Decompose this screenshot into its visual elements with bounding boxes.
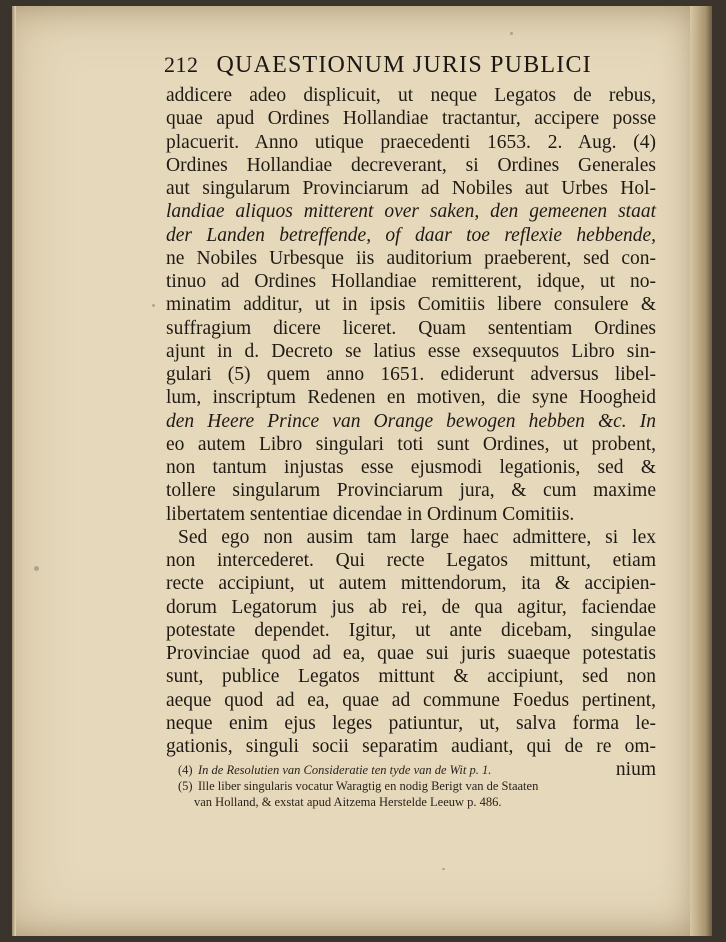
running-head bbox=[164, 52, 634, 88]
page-left-edge bbox=[12, 6, 16, 936]
text-line: addicere adeo displicuit, ut neque Legatos de rebus, bbox=[166, 85, 656, 106]
text-line: aeque quod ad ea, quae ad commune Foedus pertinent, bbox=[166, 689, 656, 711]
page-number: 212 bbox=[164, 52, 199, 77]
text-line: libertatem sententiae dicendae in Ordinum Comitiis. bbox=[166, 503, 575, 525]
text-line: tinuo ad Ordines Hollandiae remitterent, idque, ut no- bbox=[166, 271, 656, 292]
footnote-mark: (5) bbox=[178, 779, 193, 793]
footnote-mark: (4) bbox=[178, 763, 193, 777]
text-line: sunt, publice Legatos mittunt & accipiunt, sed non bbox=[166, 666, 656, 688]
text-line: den Heere Prince van Orange bewogen hebben &c. In bbox=[166, 410, 656, 432]
text-line: Provinciae quod ad ea, quae sui juris suaeque potestatis bbox=[166, 643, 656, 664]
text-line: neque enim ejus leges patiuntur, ut, salva forma le- bbox=[166, 712, 656, 734]
catchword: nium bbox=[615, 759, 656, 781]
footnote bbox=[178, 762, 658, 778]
page-gutter-shadow bbox=[690, 6, 712, 936]
text-line: landiae aliquos mitterent over saken, den gemeenen staat bbox=[166, 201, 656, 223]
text-line: quae apud Ordines Hollandiae tractantur, accipere posse bbox=[166, 108, 656, 130]
footnote-text: Ille liber singularis vocatur Waragtig en nodig Berigt van de Staaten bbox=[198, 779, 539, 793]
paper-speck bbox=[152, 304, 155, 307]
footnote bbox=[178, 778, 658, 794]
text-line: ajunt in d. Decreto se latius esse exsequutos Libro sin- bbox=[166, 340, 656, 362]
text-line: potestate dependet. Igitur, ut ante dicebam, singulae bbox=[166, 619, 656, 641]
footnote-continuation bbox=[178, 794, 658, 810]
footnotes bbox=[178, 762, 658, 810]
text-line: suffragium dicere liceret. Quam sententiam Ordines bbox=[166, 317, 656, 339]
text-line: gationis, singuli socii separatim audiant, qui de re om- bbox=[166, 736, 656, 757]
paragraph-start-line: Sed ego non ausim tam large haec admittere, si lex bbox=[178, 526, 656, 548]
paper-speck bbox=[34, 566, 39, 571]
text-line: placuerit. Anno utique praecedenti 1653. 2. Aug. (4) bbox=[166, 131, 656, 153]
text-line: non tantum injustas esse ejusmodi legationis, sed & bbox=[166, 457, 656, 478]
paper-speck bbox=[442, 868, 445, 870]
text-line: aut singularum Provinciarum ad Nobiles aut Urbes Hol- bbox=[166, 178, 656, 199]
body-text bbox=[166, 84, 656, 782]
paper-speck bbox=[510, 32, 513, 35]
text-line: ne Nobiles Urbesque iis auditorium praeberent, sed con- bbox=[166, 247, 656, 269]
running-head-title: QUAESTIONUM JURIS PUBLICI bbox=[216, 52, 592, 78]
footnote-text: In de Resolutien van Consideratie ten tyde van de Wit p. 1. bbox=[198, 763, 492, 777]
text-line: dorum Legatorum jus ab rei, de qua agitur, faciendae bbox=[166, 596, 656, 618]
footnote-text: van Holland, & exstat apud Aitzema Herstelde Leeuw p. 486. bbox=[194, 795, 502, 809]
text-line: minatim additur, ut in ipsis Comitiis libere consulere & bbox=[166, 294, 656, 316]
text-line: lum, inscriptum Redenen en motiven, die syne Hoogheid bbox=[166, 387, 656, 409]
text-line: tollere singularum Provinciarum jura, & cum maxime bbox=[166, 480, 656, 502]
text-line: der Landen betreffende, of daar toe reflexie hebbende, bbox=[166, 224, 656, 246]
text-line: gulari (5) quem anno 1651. ediderunt adversus libel- bbox=[166, 364, 656, 385]
text-line: non intercederet. Qui recte Legatos mittunt, etiam bbox=[166, 550, 656, 571]
text-line: recte accipiunt, ut autem mittendorum, ita & accipien- bbox=[166, 573, 656, 595]
text-line: Ordines Hollandiae decreverant, si Ordines Generales bbox=[166, 154, 656, 176]
text-line: eo autem Libro singulari toti sunt Ordines, ut probent, bbox=[166, 433, 656, 455]
